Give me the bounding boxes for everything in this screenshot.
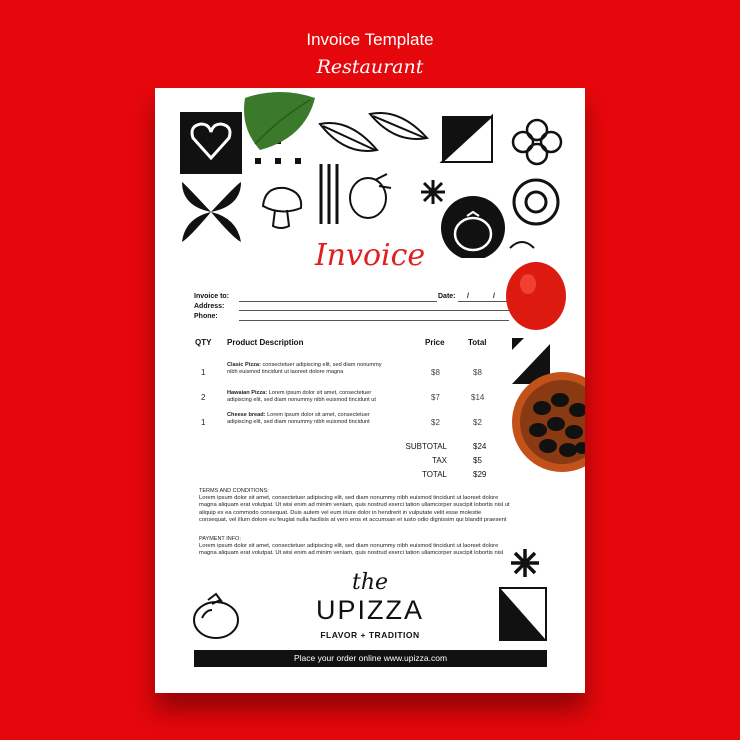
ring-icon (514, 180, 558, 224)
tax-label: TAX (432, 456, 447, 465)
asterisk-icon (505, 543, 545, 583)
brand-tagline: FLAVOR + TRADITION (320, 630, 420, 640)
row-total: $14 (471, 393, 485, 402)
row-qty: 2 (201, 393, 206, 402)
decorative-icons (155, 88, 585, 258)
table-row (227, 390, 387, 404)
butterfly-icon (182, 182, 241, 242)
invoice-sheet (155, 88, 585, 693)
invoice-to-label: Invoice to: (194, 293, 230, 300)
page-subtitle: Restaurant (316, 56, 424, 78)
brand-the: the (351, 570, 389, 595)
date-separator: / (493, 293, 495, 300)
tomato-outline-icon (350, 174, 391, 218)
date-label: Date: (438, 293, 456, 300)
tomato-outline-icon (190, 588, 250, 648)
invoice-to-field[interactable] (239, 301, 437, 302)
asterisk-icon (421, 180, 445, 204)
phone-label: Phone: (194, 313, 218, 320)
total-label: TOTAL (421, 470, 447, 479)
tax-value: $5 (473, 456, 482, 465)
qty-header: QTY (195, 338, 212, 347)
row-total: $8 (473, 368, 482, 377)
row-qty: 1 (201, 418, 206, 427)
triangle-tile-icon (498, 586, 548, 642)
mushroom-icon (263, 188, 301, 228)
brand-name: UPIZZA (315, 595, 424, 625)
heart-tile-icon (180, 112, 242, 174)
description-header: Product Description (227, 338, 304, 347)
total-header: Total (468, 338, 487, 347)
invoice-title: Invoice (314, 238, 426, 273)
page-title: Invoice Template (306, 30, 434, 49)
item-description: Lorem ipsum dolor sit amet, consectetuer adipiscing elit, sed diam nonummy nibh euismod tincidunt ut (227, 390, 376, 403)
leaf-outline-icon (320, 113, 427, 151)
subtotal-value: $24 (473, 442, 487, 451)
row-total: $2 (473, 418, 482, 427)
subtotal-label: SUBTOTAL (405, 442, 447, 451)
row-price: $7 (431, 393, 440, 402)
order-online-banner[interactable]: Place your order online www.upizza.com (194, 650, 547, 667)
item-name: Cheese bread: (227, 412, 266, 418)
row-price: $2 (431, 418, 440, 427)
address-label: Address: (194, 303, 225, 310)
lines-icon (321, 164, 337, 224)
date-separator: / (467, 293, 469, 300)
terms-heading: TERMS AND CONDITIONS: (199, 488, 269, 494)
payment-text: Lorem ipsum dolor sit amet, consectetuer adipiscing elit, sed diam nonummy nibh euismod tincidunt ut laoreet dolore magna aliquam erat volutpat. Ut wisi enim ad minim veniam, quis nostrud exerci tation ullamcorper suscipit lobortis nisl (199, 543, 504, 557)
total-value: $29 (473, 470, 487, 479)
terms-text: Lorem ipsum dolor sit amet, consectetuer adipiscing elit, sed diam nonummy nibh euismod tincidunt ut laoreet dolore magna aliquam erat volutpat. Ut wisi enim ad minim veniam, quis nostrud exerci tation ullamcorper suscipit lobortis nisl ut aliquip ex ea commodo consequat. Duis autem vel eum iriure dolor in hendrerit in vulputate velit esse molestie consequat, vel illum dolore eu feugiat nulla facilisis at vero eros et accumsan et iusto odio dignissim qui blandit praesent (199, 495, 510, 523)
table-row (227, 412, 387, 426)
price-header: Price (425, 338, 445, 347)
row-price: $8 (431, 368, 440, 377)
olive-bowl-icon (510, 338, 585, 488)
flower-outline-icon (513, 120, 561, 164)
date-field[interactable] (458, 301, 508, 302)
payment-heading: PAYMENT INFO: (199, 536, 241, 542)
address-field[interactable] (239, 310, 509, 311)
table-row (227, 362, 387, 376)
item-description: consectetuer adipiscing elit, sed diam nonummy nibh euismod tincidunt ut laoreet dolore magna (227, 362, 382, 375)
item-name: Clasic Pizza: (227, 362, 261, 368)
phone-field[interactable] (239, 320, 509, 321)
item-description: Lorem ipsum dolor sit amet, consectetuer adipiscing elit, sed diam nonummy nibh euismod tincidunt (227, 412, 370, 425)
row-qty: 1 (201, 368, 206, 377)
item-name: Hawaian Pizza: (227, 390, 268, 396)
